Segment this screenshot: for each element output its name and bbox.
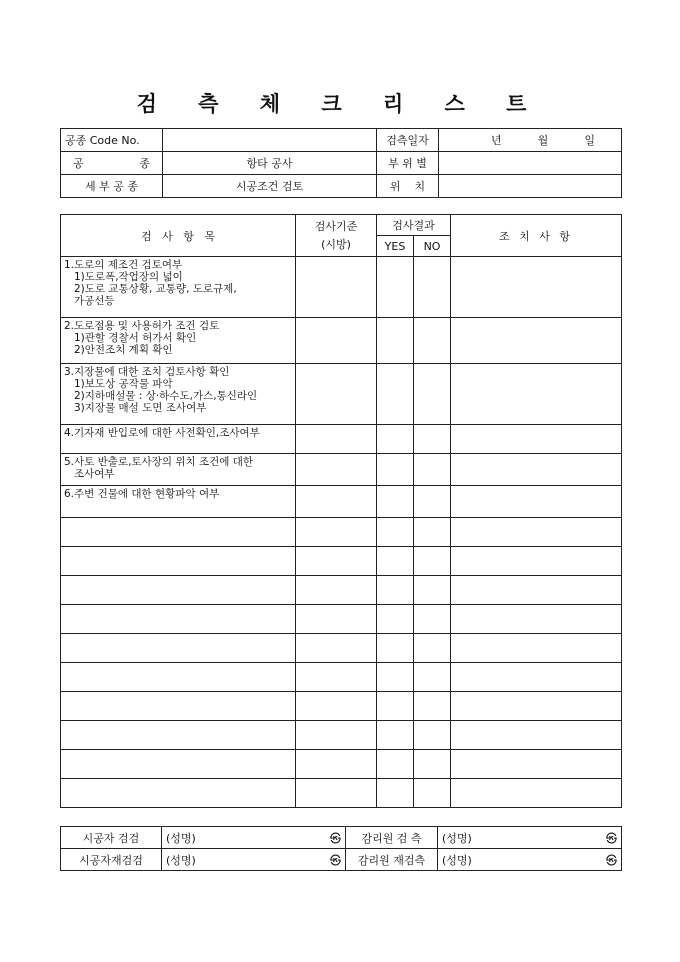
- table-row: [61, 486, 622, 518]
- seal-mark: ㉿: [330, 853, 341, 867]
- table-row: [61, 425, 622, 454]
- name-placeholder: (성명): [442, 831, 472, 845]
- table-row: [61, 364, 622, 425]
- table-row: [61, 692, 622, 721]
- standard-cell[interactable]: [296, 721, 377, 750]
- standard-cell[interactable]: [296, 364, 377, 425]
- name-placeholder: (성명): [442, 853, 472, 867]
- no-cell[interactable]: [414, 692, 451, 721]
- header-row-1: [61, 215, 622, 236]
- code-value[interactable]: [163, 129, 377, 152]
- item-cell[interactable]: [61, 576, 296, 605]
- table-row: [61, 257, 622, 318]
- item-cell[interactable]: [61, 750, 296, 779]
- action-cell[interactable]: [451, 750, 622, 779]
- contractor-recheck-label: 시공자재검검: [61, 849, 162, 871]
- check-item-line: 1)관할 경찰서 허가서 확인: [74, 332, 197, 344]
- item-cell[interactable]: [61, 605, 296, 634]
- document-title: 검 측 체 크 리 스 트: [136, 91, 544, 116]
- yes-cell[interactable]: [377, 486, 414, 518]
- col-no-header: NO: [414, 236, 451, 257]
- item-cell[interactable]: [61, 634, 296, 663]
- action-cell[interactable]: [451, 779, 622, 808]
- supervisor-recheck-name[interactable]: [438, 849, 622, 871]
- yes-cell[interactable]: [377, 257, 414, 318]
- yes-cell[interactable]: [377, 518, 414, 547]
- item-cell[interactable]: [61, 663, 296, 692]
- check-item-line: 2)도로 교통상황, 교통량, 도로규제,: [74, 283, 237, 295]
- yes-cell[interactable]: [377, 663, 414, 692]
- no-cell[interactable]: [414, 779, 451, 808]
- action-cell[interactable]: [451, 364, 622, 425]
- date-year-label: 년: [491, 134, 502, 147]
- table-row: [61, 454, 622, 486]
- table-row: [61, 605, 622, 634]
- standard-cell[interactable]: [296, 634, 377, 663]
- name-placeholder: (성명): [166, 853, 196, 867]
- check-item-line: 2.도로점용 및 사용허가 조건 검토: [64, 320, 220, 332]
- item-rows: [61, 257, 622, 808]
- no-cell[interactable]: [414, 318, 451, 364]
- name-placeholder: (성명): [166, 831, 196, 845]
- check-item-line: 1)보도상 공작물 파악: [74, 378, 173, 390]
- no-cell[interactable]: [414, 486, 451, 518]
- standard-cell[interactable]: [296, 750, 377, 779]
- yes-cell[interactable]: [377, 454, 414, 486]
- seal-mark: ㉿: [330, 831, 341, 845]
- check-item-line: 2)지하매설물 : 상·하수도,가스,통신라인: [74, 390, 258, 402]
- check-item-line: 1.도로의 제조건 검토여부: [64, 259, 183, 271]
- standard-cell[interactable]: [296, 692, 377, 721]
- standard-cell[interactable]: [296, 547, 377, 576]
- table-row: [61, 750, 622, 779]
- table-row: [61, 518, 622, 547]
- location-value[interactable]: [439, 175, 622, 198]
- sign-row-2: [61, 849, 622, 871]
- yes-cell[interactable]: [377, 364, 414, 425]
- work-value[interactable]: 항타 공사: [163, 152, 377, 175]
- item-cell[interactable]: [61, 692, 296, 721]
- info-row-detail: [61, 175, 622, 198]
- sign-row-1: [61, 827, 622, 849]
- action-cell[interactable]: [451, 721, 622, 750]
- standard-cell[interactable]: [296, 318, 377, 364]
- contractor-check-label: 시공자 검검: [61, 827, 162, 849]
- detail-value[interactable]: 시공조건 검토: [163, 175, 377, 198]
- no-cell[interactable]: [414, 518, 451, 547]
- col-yes-header: YES: [377, 236, 414, 257]
- date-day-label: 일: [584, 134, 595, 147]
- table-row: [61, 663, 622, 692]
- no-cell[interactable]: [414, 454, 451, 486]
- signature-table: [60, 826, 622, 871]
- no-cell[interactable]: [414, 257, 451, 318]
- no-cell[interactable]: [414, 425, 451, 454]
- check-item-line: 5.사토 반출로,토사장의 위치 조건에 대한: [64, 456, 253, 468]
- item-cell[interactable]: [61, 518, 296, 547]
- yes-cell[interactable]: [377, 318, 414, 364]
- date-value[interactable]: [439, 129, 622, 152]
- table-row: [61, 318, 622, 364]
- standard-cell[interactable]: [296, 454, 377, 486]
- supervisor-check-name[interactable]: [438, 827, 622, 849]
- detail-label: 세 부 공 종: [61, 175, 163, 198]
- table-row: [61, 779, 622, 808]
- yes-cell[interactable]: [377, 547, 414, 576]
- yes-cell[interactable]: [377, 576, 414, 605]
- check-item-line: 가공선등: [74, 295, 115, 307]
- info-row-work: [61, 152, 622, 175]
- check-item-text: [61, 425, 296, 454]
- action-cell[interactable]: [451, 692, 622, 721]
- table-row: [61, 547, 622, 576]
- check-item-line: 4.기자재 반입로에 대한 사전확인,조사여부: [64, 427, 260, 439]
- info-row-code: [61, 129, 622, 152]
- work-label-a: 공: [73, 157, 84, 170]
- no-cell[interactable]: [414, 750, 451, 779]
- table-row: [61, 721, 622, 750]
- contractor-recheck-name[interactable]: [162, 849, 346, 871]
- item-cell[interactable]: [61, 779, 296, 808]
- yes-cell[interactable]: [377, 605, 414, 634]
- supervisor-recheck-label: 감리원 재검측: [346, 849, 438, 871]
- part-label: 부 위 별: [377, 152, 439, 175]
- table-row: [61, 634, 622, 663]
- seal-mark: ㉿: [606, 831, 617, 845]
- item-cell[interactable]: [61, 721, 296, 750]
- col-item-header: 검 사 항 목: [61, 215, 296, 257]
- check-item-line: 2)안전조치 계획 확인: [74, 344, 173, 356]
- col-result-header: 검사결과: [377, 215, 451, 236]
- no-cell[interactable]: [414, 634, 451, 663]
- check-item-line: 조사여부: [74, 468, 115, 480]
- standard-cell[interactable]: [296, 518, 377, 547]
- action-cell[interactable]: [451, 576, 622, 605]
- standard-cell[interactable]: [296, 576, 377, 605]
- yes-cell[interactable]: [377, 692, 414, 721]
- action-cell[interactable]: [451, 547, 622, 576]
- action-cell[interactable]: [451, 518, 622, 547]
- standard-cell[interactable]: [296, 425, 377, 454]
- check-item-line: 6.주변 건물에 대한 현황파악 여부: [64, 488, 220, 500]
- col-action-header: 조 치 사 항: [451, 215, 622, 257]
- location-label: 위 치: [377, 175, 439, 198]
- no-cell[interactable]: [414, 663, 451, 692]
- part-value[interactable]: [439, 152, 622, 175]
- check-item-text: [61, 318, 296, 364]
- standard-cell[interactable]: [296, 663, 377, 692]
- code-label: 공종 Code No.: [61, 129, 163, 152]
- date-month-label: 월: [537, 134, 549, 147]
- col-standard-header: [296, 215, 377, 257]
- action-cell[interactable]: [451, 425, 622, 454]
- standard-cell[interactable]: [296, 257, 377, 318]
- action-cell[interactable]: [451, 605, 622, 634]
- action-cell[interactable]: [451, 634, 622, 663]
- item-cell[interactable]: [61, 547, 296, 576]
- date-label: 검측일자: [377, 129, 439, 152]
- check-item-line: 3.지장물에 대한 조치 검토사항 확인: [64, 366, 230, 378]
- work-label: [61, 152, 163, 175]
- yes-cell[interactable]: [377, 779, 414, 808]
- yes-cell[interactable]: [377, 425, 414, 454]
- no-cell[interactable]: [414, 721, 451, 750]
- standard-cell[interactable]: [296, 486, 377, 518]
- check-item-text: [61, 454, 296, 486]
- col-standard-line1: 검사기준: [314, 219, 358, 233]
- check-item-line: 1)도로폭,작업장의 넓이: [74, 271, 183, 283]
- standard-cell[interactable]: [296, 605, 377, 634]
- no-cell[interactable]: [414, 364, 451, 425]
- checklist-table: [60, 214, 622, 808]
- action-cell[interactable]: [451, 486, 622, 518]
- yes-cell[interactable]: [377, 750, 414, 779]
- check-item-text: [61, 257, 296, 318]
- contractor-check-name[interactable]: [162, 827, 346, 849]
- col-standard-line2: (시방): [321, 237, 351, 251]
- supervisor-check-label: 감리원 검 측: [346, 827, 438, 849]
- yes-cell[interactable]: [377, 721, 414, 750]
- standard-cell[interactable]: [296, 779, 377, 808]
- yes-cell[interactable]: [377, 634, 414, 663]
- check-item-text: [61, 364, 296, 425]
- no-cell[interactable]: [414, 605, 451, 634]
- action-cell[interactable]: [451, 663, 622, 692]
- no-cell[interactable]: [414, 547, 451, 576]
- action-cell[interactable]: [451, 318, 622, 364]
- action-cell[interactable]: [451, 257, 622, 318]
- check-item-text: [61, 486, 296, 518]
- work-label-b: 종: [139, 157, 150, 170]
- table-row: [61, 576, 622, 605]
- no-cell[interactable]: [414, 576, 451, 605]
- info-table: [60, 128, 622, 198]
- action-cell[interactable]: [451, 454, 622, 486]
- seal-mark: ㉿: [606, 853, 617, 867]
- check-item-line: 3)지장물 매설 도면 조사여부: [74, 402, 207, 414]
